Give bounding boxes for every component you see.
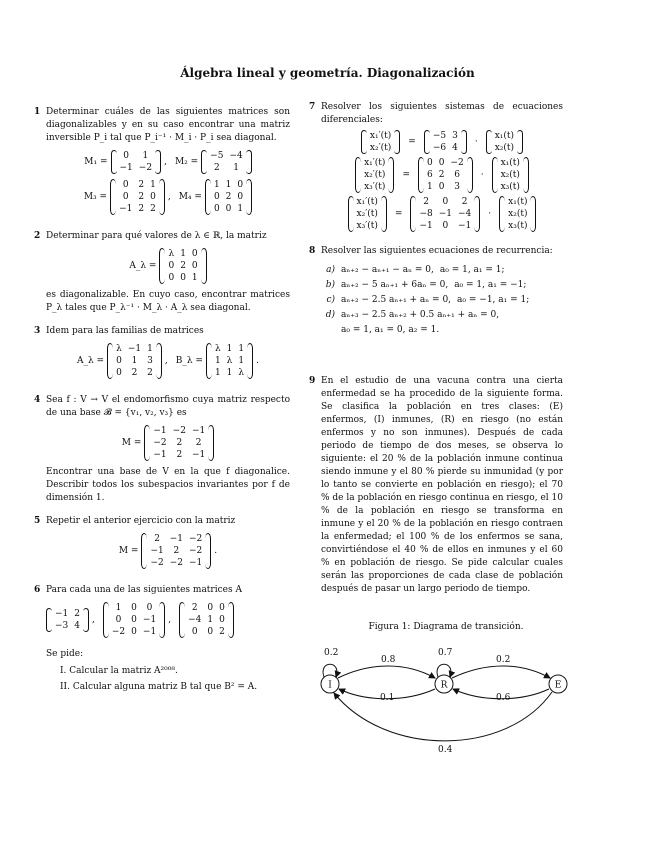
matrix-cell: −1: [142, 627, 157, 637]
matrix-cell: 0: [115, 615, 122, 625]
matrix-cell: 0: [122, 180, 129, 190]
matrix-m1: M₁ = 0 1 −1 −2 ,: [84, 151, 167, 173]
matrix: [144, 425, 214, 461]
matrix-cell: 0: [146, 603, 153, 613]
matrix-cell: 0: [225, 204, 232, 214]
matrix-cell: 1: [226, 344, 233, 354]
matrix-cell: λ: [168, 249, 175, 259]
matrix-cell: x₁(t): [508, 197, 528, 207]
paren-right: [381, 196, 387, 232]
left-column: [34, 106, 290, 697]
matrix-cell: −1: [189, 558, 203, 568]
matrix-cell: 1: [226, 368, 233, 378]
matrix-cell: 1: [191, 273, 198, 283]
matrix-cell: 1: [214, 356, 221, 366]
matrix-cell: 0: [116, 356, 122, 366]
matrix-a1: −1 2 −3 4 ,: [46, 608, 95, 632]
matrix-cell: 1: [426, 182, 433, 192]
matrix-cell: 0: [213, 192, 220, 202]
paren-right: [517, 130, 523, 154]
problem-text: Resolver los siguientes sistemas de ecuaciones diferenciales:: [321, 102, 563, 125]
problem-number: 7: [309, 102, 316, 112]
problem-number: 1: [34, 107, 41, 117]
problem-number: 6: [34, 585, 41, 595]
matrix-cell: 4: [452, 143, 458, 153]
matrix-cell: −1: [150, 546, 164, 556]
matrix-cell: 0: [207, 627, 214, 637]
problem-6: [34, 584, 290, 694]
matrix-cell: x₃′(t): [356, 221, 378, 231]
matrix-cell: 4: [74, 621, 81, 631]
matrix-cell: −8: [419, 209, 433, 219]
matrix-cell: 2: [131, 368, 138, 378]
matrix-cell: 0: [426, 158, 433, 168]
problem-2: [34, 230, 290, 315]
matrix: [486, 130, 523, 154]
matrix: [46, 608, 89, 632]
matrix-cell: −1: [153, 450, 167, 460]
matrix-cell: x₁(t): [494, 131, 515, 141]
matrix: [179, 602, 234, 638]
matrix-cell: x₃(t): [508, 221, 528, 231]
matrix-cell: 0: [131, 603, 137, 613]
paren-right: [394, 130, 400, 154]
paren-right: [246, 179, 252, 215]
matrix-cell: 0: [168, 273, 175, 283]
matrix-cell: 0: [219, 603, 225, 613]
matrix-cell: 2: [154, 534, 160, 544]
matrix-cell: 2: [180, 261, 186, 271]
matrix-cell: −5: [210, 151, 224, 161]
matrix-cell: −1: [127, 344, 142, 354]
matrix-cell: 2: [423, 197, 429, 207]
matrix-cell: −2: [172, 426, 186, 436]
matrix-cell: x₃′(t): [364, 182, 386, 192]
matrix: [205, 179, 252, 215]
matrix: [141, 533, 211, 569]
list-item: I. Calcular la matriz A²⁰⁰⁸.: [60, 666, 178, 676]
problem-number: 3: [34, 326, 41, 336]
list-item: b) aₙ₊₂ − 5 aₙ₊₁ + 6aₙ = 0, a₀ = 1, a₁ = −1;: [325, 280, 527, 290]
edge-label: 0.6: [496, 693, 511, 703]
matrix-row: [46, 179, 290, 215]
paren-right: [228, 602, 234, 638]
edge-label: 0.2: [496, 655, 511, 665]
edge-label: 0.2: [324, 648, 339, 658]
matrix-cell: 1: [225, 180, 232, 190]
paren-right: [388, 157, 394, 193]
matrix-m: M = −1 −2 −1 −2 2 2 −1 2 −1: [122, 425, 214, 461]
diagram-svg: [316, 632, 576, 762]
edge-r-e: [452, 666, 550, 678]
edge-e-i: [334, 692, 552, 741]
matrix-cell: −1: [142, 615, 157, 625]
matrix-cell: λ: [238, 368, 245, 378]
matrix-cell: 1: [115, 603, 122, 613]
list-item: c) aₙ₊₂ − 2.5 aₙ₊₁ + aₙ = 0, a₀ = −1, a₁ = 1;: [326, 295, 530, 305]
ode-system-1: x₁′(t) x₂′(t) = −5 3 −6 4 · x₁(t) x₂(t): [321, 130, 563, 154]
paren-right: [159, 602, 165, 638]
matrix-cell: 1: [213, 180, 220, 190]
matrix-cell: −2: [189, 534, 203, 544]
matrix-cell: 2: [138, 180, 145, 190]
matrix-cell: 6: [426, 170, 433, 180]
matrix-cell: −1: [55, 609, 69, 619]
matrix-cell: 1: [142, 151, 149, 161]
problem-1: [34, 106, 290, 215]
matrix-cell: 2: [147, 368, 153, 378]
paren-right: [205, 533, 211, 569]
edge-label: 0.8: [381, 655, 396, 665]
matrix-cell: x₂′(t): [356, 209, 378, 219]
matrix-cell: 0: [123, 151, 129, 161]
matrix: [107, 343, 162, 379]
problem-text: es diagonalizable. En cuyo caso, encontrar matrices P_λ tales que P_λ⁻¹ · M_λ · A_λ sea diagonal.: [46, 290, 290, 313]
edge-i-r: [338, 666, 435, 678]
problem-text: Sea f : V → V el endomorfismo cuya matriz respecto de una base 𝓑 = {v₁, v₂, v₃} es: [46, 395, 290, 418]
problem-number: 9: [309, 376, 316, 386]
matrix-cell: x₁(t): [500, 158, 520, 168]
matrix-m3: M₃ = 0 2 1 0 2 0 −1 2 2 ,: [83, 180, 171, 214]
paren-right: [246, 150, 252, 174]
matrix-cell: x₂′(t): [364, 170, 386, 180]
matrix-cell: −4: [458, 209, 472, 219]
matrix-cell: λ: [116, 344, 122, 354]
matrix-cell: 0: [213, 204, 220, 214]
problem-5: [34, 515, 290, 569]
matrix-row: [46, 150, 290, 174]
matrix: [499, 196, 536, 232]
node-label-e: E: [554, 680, 562, 691]
ode-system-3: x₁′(t) x₂′(t) x₃′(t) = 2 0 2 −8 −1 −4 −1 0 −1 · x₁(t) x₂(t) x₃(t): [321, 196, 563, 232]
paren-right: [530, 196, 536, 232]
paren-right: [155, 150, 161, 174]
matrix-cell: −1: [119, 163, 133, 173]
matrix-cell: 0: [237, 180, 244, 190]
matrix-cell: −1: [438, 209, 452, 219]
problem-number: 8: [309, 246, 316, 256]
matrix-a3: [179, 602, 234, 638]
matrix-cell: 1: [131, 356, 138, 366]
list-item: a) aₙ₊₂ − aₙ₊₁ − aₙ = 0, a₀ = 1, a₁ = 1;: [326, 265, 505, 275]
matrix-cell: 1: [147, 344, 153, 354]
problem-text: Encontrar una base de V en la que f diagonalice. Describir todos los subespacios invariantes por f de dimensión 1.: [46, 467, 290, 503]
matrix-cell: −4: [229, 151, 243, 161]
matrix-cell: −4: [188, 615, 202, 625]
recurrence-list: [321, 264, 563, 337]
paren-right: [247, 343, 253, 379]
problem-number: 2: [34, 231, 41, 241]
list-item: a₀ = 1, a₁ = 0, a₂ = 1.: [341, 325, 440, 335]
matrix-cell: 0: [442, 221, 449, 231]
matrix-cell: 0: [191, 249, 198, 259]
matrix-cell: 0: [191, 627, 198, 637]
matrix-cell: 0: [237, 192, 244, 202]
matrix-cell: 0: [442, 197, 449, 207]
matrix-cell: −2: [153, 438, 167, 448]
right-column: [309, 101, 563, 596]
matrix-cell: x₁′(t): [364, 158, 386, 168]
matrix: [418, 157, 473, 193]
matrix: [159, 248, 206, 284]
problem-text: Determinar para qué valores de λ ∈ ℝ, la matriz: [46, 231, 267, 241]
matrix-cell: 2: [138, 204, 145, 214]
matrix-cell: x₂(t): [508, 209, 528, 219]
problem-text: Idem para las familias de matrices: [46, 326, 204, 336]
matrix-cell: 0: [122, 192, 129, 202]
matrix-cell: x₂(t): [500, 170, 520, 180]
matrix-cell: −3: [55, 621, 69, 631]
matrix-cell: 2: [225, 192, 232, 202]
matrix: [492, 157, 529, 193]
matrix-cell: 2: [191, 603, 198, 613]
problem-number: 5: [34, 516, 41, 526]
matrix-b-lambda: B_λ = λ 1 1 1 λ 1 1 1 λ .: [175, 344, 260, 378]
matrix-cell: 3: [454, 182, 460, 192]
paren-right: [83, 608, 89, 632]
paren-right: [156, 343, 162, 379]
problem-4: [34, 394, 290, 505]
matrix-cell: 1: [238, 344, 245, 354]
matrix-cell: −1: [119, 204, 133, 214]
matrix-cell: 1: [180, 249, 186, 259]
problem-text: Se pide:: [46, 649, 84, 659]
matrix-a-lambda: A_λ = λ −1 1 0 1 3 0 2 2 ,: [76, 344, 168, 378]
ode-system-2: x₁′(t) x₂′(t) x₃′(t) = 0 0 −2 6 2 6 1 0 3 · x₁(t) x₂(t) x₃(t): [321, 157, 563, 193]
paren-right: [523, 157, 529, 193]
matrix-cell: λ: [214, 344, 221, 354]
matrix-cell: 1: [238, 356, 245, 366]
matrix-cell: −1: [191, 426, 206, 436]
matrix-cell: 0: [438, 158, 445, 168]
problem-text: Resolver las siguientes ecuaciones de recurrencia:: [321, 246, 553, 256]
matrix: [111, 150, 162, 174]
matrix: [348, 196, 387, 232]
matrix-cell: x₁′(t): [356, 197, 378, 207]
paren-right: [208, 425, 214, 461]
page-title: Álgebra lineal y geometría. Diagonalización: [180, 66, 475, 80]
matrix-cell: 2: [150, 204, 156, 214]
matrix-cell: 0: [168, 261, 175, 271]
matrix-cell: 1: [150, 180, 156, 190]
problem-number: 4: [34, 395, 41, 405]
matrix: [410, 196, 480, 232]
list-item: d) aₙ₊₃ − 2.5 aₙ₊₂ + 0.5 aₙ₊₁ + aₙ = 0,: [325, 310, 500, 320]
transition-diagram: [316, 622, 576, 766]
matrix-cell: 0: [219, 615, 225, 625]
matrix: [355, 157, 394, 193]
matrix-cell: 1: [233, 163, 239, 173]
matrix-cell: 2: [176, 438, 183, 448]
paren-right: [461, 130, 467, 154]
matrix-cell: −2: [150, 558, 164, 568]
paren-right: [467, 157, 473, 193]
matrix-m: M = 2 −1 −2 −1 2 −2 −2 −2 −1 .: [118, 534, 218, 568]
matrix-cell: 2: [195, 438, 202, 448]
matrix-cell: 2: [213, 163, 220, 173]
matrix-cell: x₂′(t): [369, 143, 392, 153]
matrix-cell: λ: [226, 356, 233, 366]
task-list: [60, 665, 290, 694]
edge-label: 0.7: [438, 648, 453, 658]
matrix-cell: −2: [189, 546, 203, 556]
matrix-cell: 2: [176, 450, 183, 460]
edge-label: 0.1: [380, 693, 395, 703]
matrix-a-lambda: A_λ = λ 1 0 0 2 0 0 0 1: [129, 248, 206, 284]
figure-caption: Figura 1: Diagrama de transición.: [368, 622, 524, 632]
problem-7: [309, 101, 563, 232]
matrix-cell: 2: [461, 197, 468, 207]
matrix-cell: −2: [169, 558, 184, 568]
matrix-cell: 6: [454, 170, 460, 180]
matrix: [424, 130, 467, 154]
matrix-cell: 0: [438, 182, 445, 192]
matrix-cell: 3: [452, 131, 458, 141]
matrix-cell: 2: [74, 609, 81, 619]
matrix-cell: −1: [191, 450, 206, 460]
matrix-cell: −1: [419, 221, 433, 231]
matrix-cell: x₁′(t): [369, 131, 392, 141]
matrix-cell: −2: [138, 163, 153, 173]
matrix-cell: 1: [207, 615, 214, 625]
matrix-cell: 1: [214, 368, 221, 378]
paren-right: [474, 196, 480, 232]
node-label-r: R: [440, 680, 448, 691]
matrix-cell: x₂(t): [494, 143, 515, 153]
matrix: [201, 150, 252, 174]
matrix-cell: x₃(t): [500, 182, 520, 192]
matrix-cell: −6: [432, 143, 447, 153]
matrix-cell: −1: [458, 221, 472, 231]
node-label-i: I: [328, 680, 332, 691]
problem-text: Determinar cuáles de las siguientes matrices son diagonalizables y en su caso encontrar una matriz inversible P_i tal que P_i⁻¹ · M_i · P_i sea diagonal.: [46, 107, 290, 143]
matrix-cell: 3: [147, 356, 153, 366]
matrix-cell: −1: [153, 426, 167, 436]
matrix-cell: 0: [191, 261, 198, 271]
problem-8: [309, 245, 563, 337]
list-item: II. Calcular alguna matriz B tal que B² = A.: [60, 682, 258, 692]
matrix-cell: 0: [131, 615, 137, 625]
matrix-cell: 0: [116, 368, 122, 378]
problem-text: En el estudio de una vacuna contra una cierta enfermedad se ha procedido de la siguiente forma. Se clasifica la población en tres clases: (E) enfermos, (I) inmunes, (R) en riesgo (no están enfermos y no son inmunes). Después de cada periodo de tiempo de dos meses, se observa lo siguiente: el 20 % de la población inmune continua siendo inmune y el 80 % pierde su inmunidad (y por lo tanto se convierte en población en riesgo); el 70 % de la población en riesgo continua en riesgo, el 10 % de la población en riesgo se transforma en inmune y el 20 % de la población en riesgo contraen la enfermedad; el 100 % de los enfermos se sana, convirtiéndose el 40 % de ellos en inmunes y el 60 % en población de riesgo. Se pide calcular cuales serán las proporciones de cada clase de población después de pasar un largo periodo de tiempo.: [321, 376, 563, 594]
problem-text: Repetir el anterior ejercicio con la matriz: [46, 516, 236, 526]
matrix-cell: 2: [138, 192, 145, 202]
matrix-cell: 2: [219, 627, 225, 637]
matrix-cell: −1: [169, 534, 184, 544]
matrix-a2: 1 0 0 0 0 −1 −2 0 −1 ,: [103, 602, 171, 638]
matrix-cell: 0: [150, 192, 156, 202]
matrix-cell: 0: [180, 273, 186, 283]
matrix-m2: M₂ = −5 −4 2 1: [175, 150, 252, 174]
problem-text: Para cada una de las siguientes matrices A: [46, 585, 242, 595]
matrix: [361, 130, 400, 154]
paren-right: [159, 179, 165, 215]
matrix: [103, 602, 165, 638]
matrix-cell: 2: [173, 546, 180, 556]
matrix: [206, 343, 253, 379]
matrix: [110, 179, 165, 215]
matrix-cell: 1: [237, 204, 244, 214]
matrix-m4: M₄ = 1 1 0 0 2 0 0 0 1: [179, 179, 252, 215]
problem-3: [34, 325, 290, 379]
matrix-cell: −2: [450, 158, 464, 168]
matrix-cell: 2: [438, 170, 445, 180]
edge-label: 0.4: [438, 745, 453, 755]
matrix-cell: −2: [111, 627, 126, 637]
matrix-cell: −5: [432, 131, 447, 141]
problem-9: [309, 375, 563, 596]
paren-right: [201, 248, 207, 284]
matrix-cell: 0: [131, 627, 137, 637]
matrix-cell: 0: [207, 603, 214, 613]
